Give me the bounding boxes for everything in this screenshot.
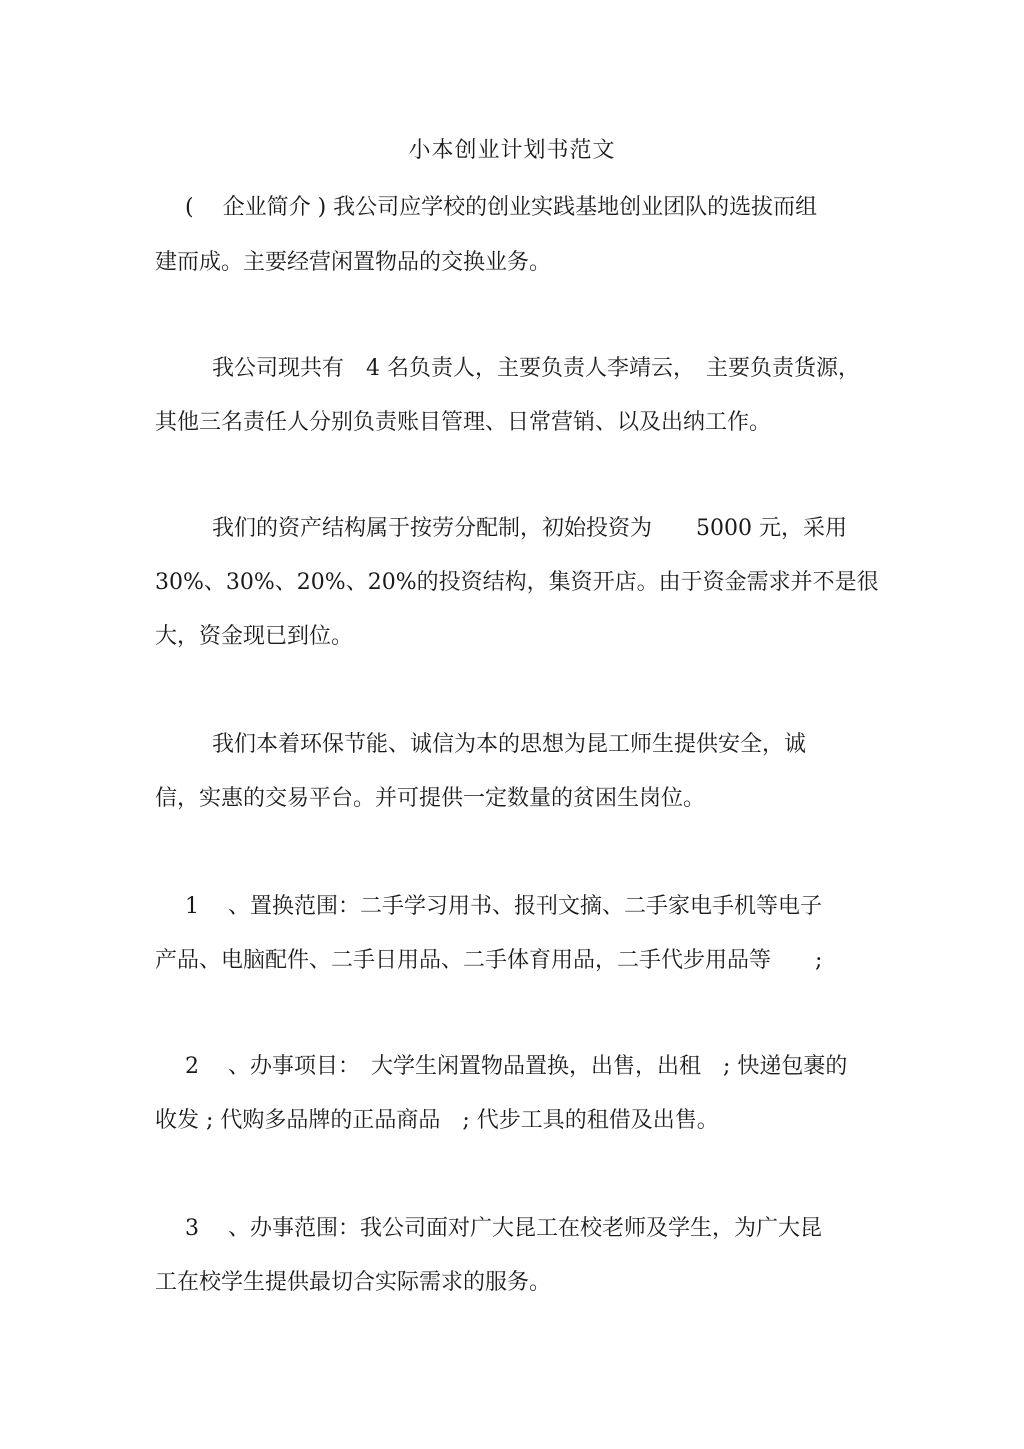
paragraph-assets-line-1: 我们的资产结构属于按劳分配制，初始投资为 5000 元，采用	[212, 516, 847, 541]
list-item-3-line-1: 3 、办事范围：我公司面对广大昆工在校老师及学生，为广大昆	[185, 1216, 822, 1241]
paragraph-assets-line-2: 30%、30%、20%、20%的投资结构，集资开店。由于资金需求并不是很	[155, 570, 879, 595]
list-item-2-line-1: 2 、办事项目： 大学生闲置物品置换，出售，出租 ; 快递包裹的	[185, 1054, 848, 1079]
paragraph-mission-line-2: 信，实惠的交易平台。并可提供一定数量的贫困生岗位。	[155, 786, 706, 811]
paragraph-team-line-2: 其他三名责任人分别负责账目管理、日常营销、以及出纳工作。	[155, 410, 772, 435]
paragraph-assets-line-3: 大，资金现已到位。	[155, 624, 354, 649]
list-item-3-line-2: 工在校学生提供最切合实际需求的服务。	[155, 1270, 552, 1295]
paragraph-mission-line-1: 我们本着环保节能、诚信为本的思想为昆工师生提供安全，诚	[212, 732, 807, 757]
document-title: 小本创业计划书范文	[408, 138, 616, 163]
paragraph-intro-line-2: 建而成。主要经营闲置物品的交换业务。	[155, 250, 552, 275]
paragraph-intro-line-1: ( 企业简介 ) 我公司应学校的创业实践基地创业团队的选拔而组	[185, 195, 818, 220]
list-item-2-line-2: 收发 ; 代购多品牌的正品商品 ; 代步工具的租借及出售。	[155, 1108, 719, 1133]
list-item-1-line-1: 1 、置换范围：二手学习用书、报刊文摘、二手家电手机等电子	[185, 894, 822, 919]
list-item-1-line-2: 产品、电脑配件、二手日用品、二手体育用品，二手代步用品等 ;	[155, 948, 823, 973]
paragraph-team-line-1: 我公司现共有 4 名负责人，主要负责人李靖云， 主要负责货源，	[212, 356, 860, 381]
